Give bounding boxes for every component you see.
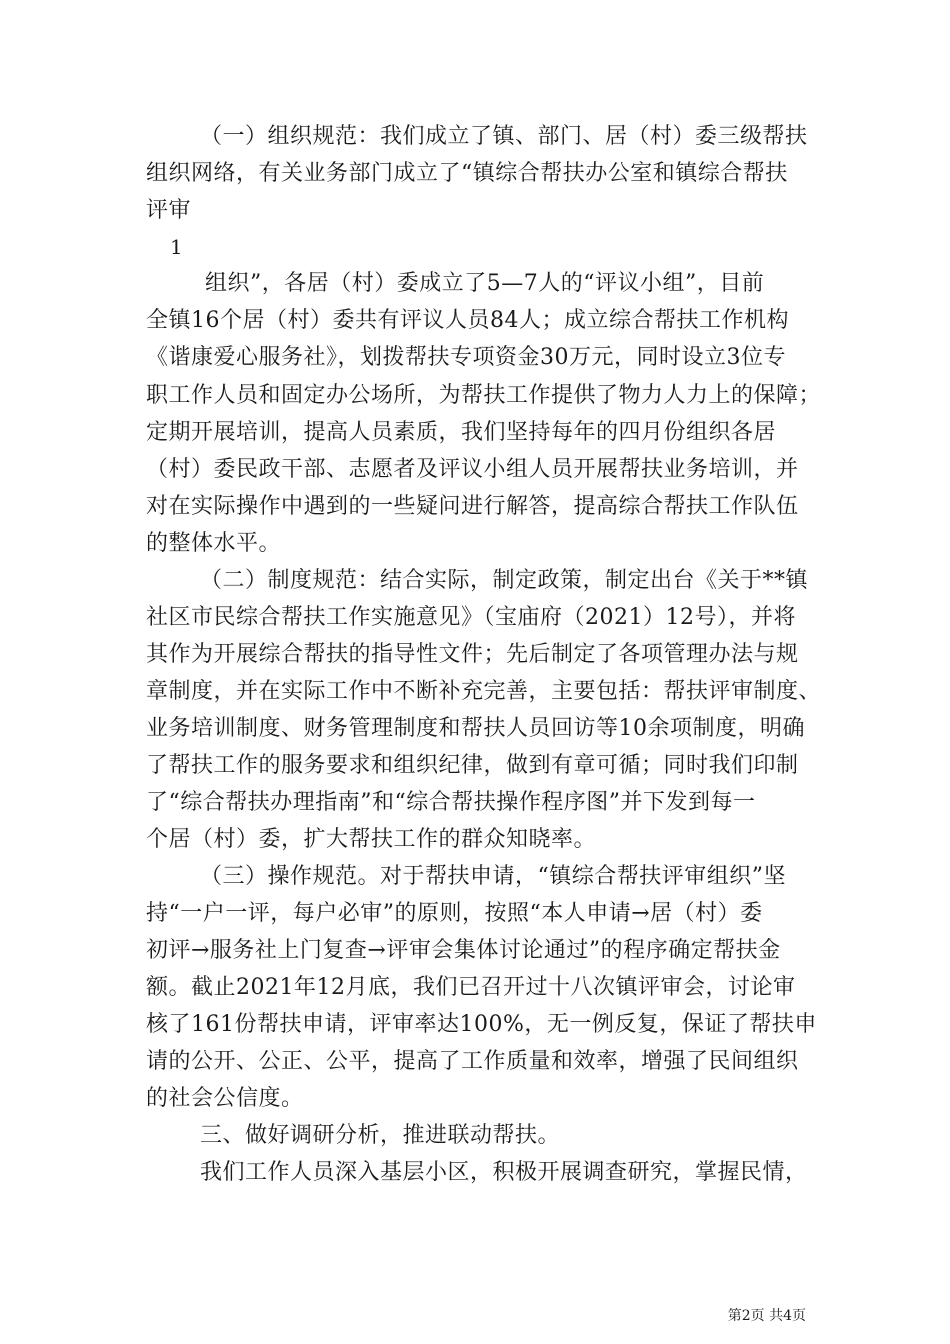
section-heading-3: 三、做好调研分析，推进联动帮扶。 — [200, 1123, 561, 1148]
inline-page-number: 1 — [170, 235, 183, 259]
paragraph-4-line-4: 额。截止2021年12月底，我们已召开过十八次镇评审会，讨论审 — [146, 975, 796, 1000]
paragraph-3-line-4: 章制度，并在实际工作中不断补充完善，主要包括：帮扶评审制度、 — [146, 679, 822, 704]
paragraph-2-line-2: 全镇16个居（村）委共有评议人员84人；成立综合帮扶工作机构 — [146, 308, 789, 333]
paragraph-4-line-6: 请的公开、公正、公平，提高了工作质量和效率，增强了民间组织 — [146, 1049, 799, 1074]
paragraph-2-line-6: （村）委民政干部、志愿者及评议小组人员开展帮扶业务培训，并 — [146, 457, 799, 482]
paragraph-5-line-1: 我们工作人员深入基层小区，积极开展调查研究，掌握民情， — [200, 1160, 808, 1185]
paragraph-3-line-3: 其作为开展综合帮扶的指导性文件；先后制定了各项管理办法与规 — [146, 642, 799, 667]
paragraph-1-line-2: 组织网络，有关业务部门成立了“镇综合帮扶办公室和镇综合帮扶 — [146, 161, 788, 186]
paragraph-2-line-1: 组织”，各居（村）委成立了5—7人的“评议小组”，目前 — [205, 271, 765, 296]
paragraph-4-line-1: （三）操作规范。对于帮扶申请，“镇综合帮扶评审组织”坚 — [200, 864, 786, 889]
paragraph-4-line-3: 初评→服务社上门复查→评审会集体讨论通过”的程序确定帮扶金 — [146, 938, 781, 963]
paragraph-1-line-3: 评审 — [146, 198, 192, 223]
paragraph-2-line-7: 对在实际操作中遇到的一些疑问进行解答，提高综合帮扶工作队伍 — [146, 494, 799, 519]
paragraph-2-line-8: 的整体水平。 — [146, 531, 282, 556]
paragraph-2-line-4: 职工作人员和固定办公场所，为帮扶工作提供了物力人力上的保障； — [146, 383, 822, 408]
paragraph-3-line-2: 社区市民综合帮扶工作实施意见》（宝庙府（2021）12号），并将 — [146, 605, 796, 630]
paragraph-3-line-6: 了帮扶工作的服务要求和组织纪律，做到有章可循；同时我们印制 — [146, 753, 799, 778]
paragraph-2-line-3: 《谐康爱心服务社》，划拨帮扶专项资金30万元，同时设立3位专 — [146, 345, 786, 370]
paragraph-3-line-7: 了“综合帮扶办理指南”和“综合帮扶操作程序图”并下发到每一 — [146, 790, 756, 815]
paragraph-4-line-2: 持“一户一评，每户必审”的原则，按照“本人申请→居（村）委 — [146, 901, 763, 926]
paragraph-3-line-5: 业务培训制度、财务管理制度和帮扶人员回访等10余项制度，明确 — [146, 716, 805, 741]
paragraph-4-line-5: 核了161份帮扶申请，评审率达100%，无一例反复，保证了帮扶申 — [146, 1012, 817, 1037]
paragraph-1-line-1: （一）组织规范：我们成立了镇、部门、居（村）委三级帮扶 — [200, 124, 808, 149]
paragraph-2-line-5: 定期开展培训，提高人员素质，我们坚持每年的四月份组织各居 — [146, 420, 777, 445]
page-footer: 第2页 共4页 — [727, 1308, 806, 1324]
paragraph-3-line-1: （二）制度规范：结合实际，制定政策，制定出台《关于**镇 — [200, 568, 809, 593]
paragraph-3-line-8: 个居（村）委，扩大帮扶工作的群众知晓率。 — [146, 827, 597, 852]
paragraph-4-line-7: 的社会公信度。 — [146, 1086, 304, 1111]
